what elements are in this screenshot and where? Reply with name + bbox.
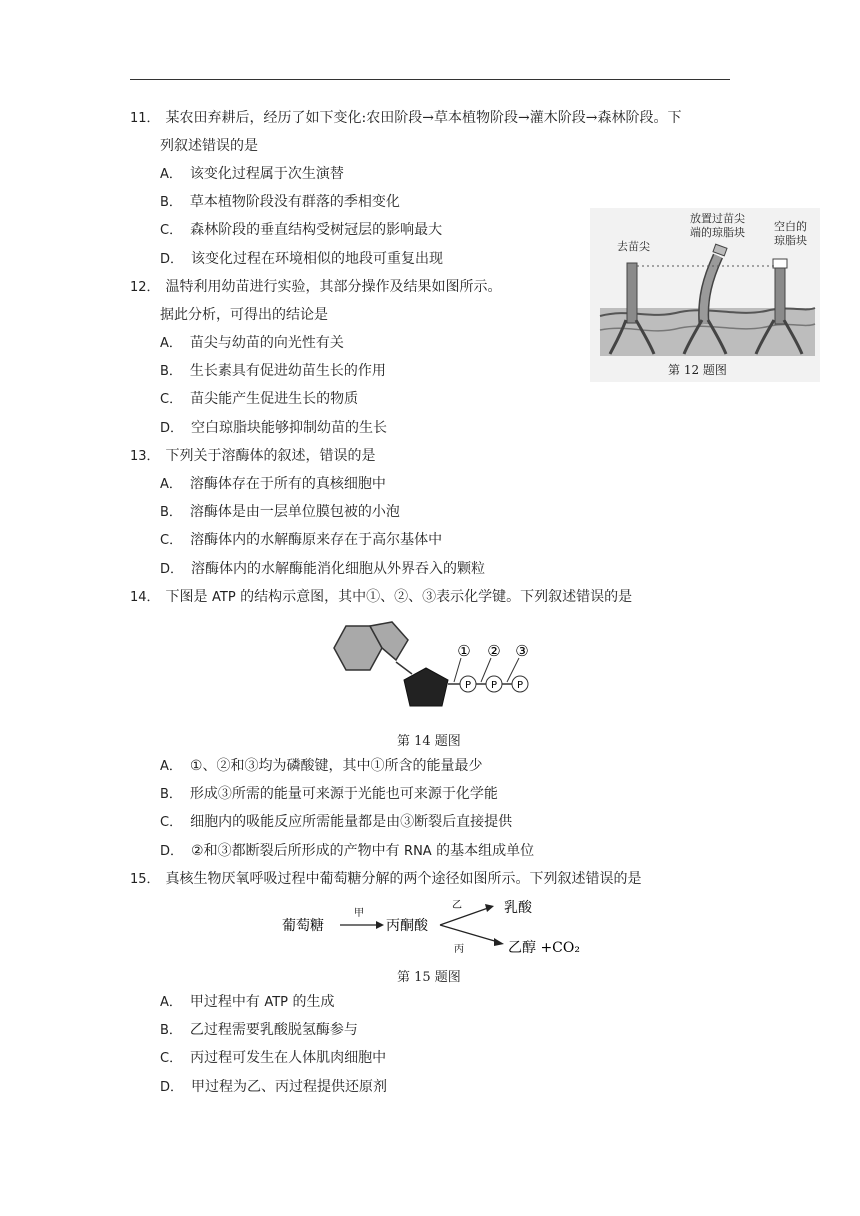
question-number: 12． <box>130 280 160 295</box>
question-text: 真核生物厌氧呼吸过程中葡萄糖分解的两个途径如图所示。下列叙述错误的是 <box>165 871 642 887</box>
label-tip-agar-2: 端的琼脂块 <box>690 226 745 239</box>
question-number: 13． <box>130 449 160 464</box>
q12-option-c[interactable]: C． 苗尖能产生促进生长的物质 <box>160 391 359 407</box>
label-decapitated: 去苗尖 <box>617 240 650 253</box>
q14-option-b[interactable]: B． 形成③所需的能量可来源于光能也可来源于化学能 <box>160 786 498 802</box>
pyruvate-label: 丙酮酸 <box>386 918 428 934</box>
step-jia-label: 甲 <box>354 908 364 919</box>
svg-text:P: P <box>464 680 472 691</box>
q13-option-a[interactable]: A． 溶酶体存在于所有的真核细胞中 <box>160 476 386 492</box>
step-yi-label: 乙 <box>452 900 462 911</box>
bond-label-2: ② <box>487 642 501 660</box>
q13-option-c[interactable]: C． 溶酶体内的水解酶原来存在于高尔基体中 <box>160 532 443 548</box>
q15-figure-pathway <box>280 892 590 958</box>
q15-figure-caption: 第 15 题图 <box>397 970 461 985</box>
q13-option-d[interactable]: D． 溶酶体内的水解酶能消化细胞从外界吞入的颗粒 <box>160 561 486 577</box>
q15-option-d[interactable]: D． 甲过程为乙、丙过程提供还原剂 <box>160 1079 388 1095</box>
figure-caption: 第 12 题图 <box>668 363 727 377</box>
q14-option-a[interactable]: A． ①、②和③均为磷酸键，其中①所含的能量最少 <box>160 758 483 774</box>
q14-option-d[interactable]: D． ②和③都断裂后所形成的产物中有 RNA 的基本组成单位 <box>160 843 535 859</box>
q12-option-a[interactable]: A． 苗尖与幼苗的向光性有关 <box>160 335 344 351</box>
q11-option-a[interactable]: A． 该变化过程属于次生演替 <box>160 166 344 182</box>
question-text: 下列关于溶酶体的叙述，错误的是 <box>165 448 376 464</box>
svg-text:P: P <box>490 680 498 691</box>
label-tip-agar-1: 放置过苗尖 <box>690 212 745 225</box>
q13-option-b[interactable]: B． 溶酶体是由一层单位膜包被的小泡 <box>160 504 400 520</box>
q11-option-d[interactable]: D． 该变化过程在环境相似的地段可重复出现 <box>160 251 444 267</box>
question-12-stem-cont: 据此分析，可得出的结论是 <box>160 307 328 323</box>
q15-option-a[interactable]: A． 甲过程中有 ATP 的生成 <box>160 994 335 1010</box>
question-text: 某农田弃耕后，经历了如下变化:农田阶段→草本植物阶段→灌木阶段→森林阶段。下 <box>165 110 682 126</box>
question-text: 温特利用幼苗进行实验，其部分操作及结果如图所示。 <box>165 279 502 295</box>
q12-option-d[interactable]: D． 空白琼脂块能够抑制幼苗的生长 <box>160 420 388 436</box>
ethanol-co2-label: 乙醇 +CO₂ <box>508 940 580 956</box>
q12-option-b[interactable]: B． 生长素具有促进幼苗生长的作用 <box>160 363 386 379</box>
svg-text:P: P <box>516 680 524 691</box>
q15-option-b[interactable]: B． 乙过程需要乳酸脱氢酶参与 <box>160 1022 358 1038</box>
lactate-label: 乳酸 <box>504 900 532 916</box>
label-blank-agar-2: 琼脂块 <box>774 234 807 247</box>
header-rule <box>130 79 730 80</box>
question-number: 15． <box>130 872 160 887</box>
question-13-stem <box>130 446 376 467</box>
q14-figure-atp <box>318 618 540 718</box>
q15-option-c[interactable]: C． 丙过程可发生在人体肌肉细胞中 <box>160 1050 387 1066</box>
q11-option-c[interactable]: C． 森林阶段的垂直结构受树冠层的影响最大 <box>160 222 443 238</box>
q12-figure-seedlings <box>590 208 820 382</box>
question-14-stem: 14． 下图是 ATP 的结构示意图，其中①、②、③表示化学键。下列叙述错误的是 <box>130 589 633 605</box>
question-15-stem <box>130 869 642 890</box>
q11-option-b[interactable]: B． 草本植物阶段没有群落的季相变化 <box>160 194 400 210</box>
question-number: 14． <box>130 590 160 605</box>
label-blank-agar-1: 空白的 <box>774 220 807 233</box>
glucose-label: 葡萄糖 <box>282 918 324 934</box>
q14-option-c[interactable]: C． 细胞内的吸能反应所需能量都是由③断裂后直接提供 <box>160 814 513 830</box>
step-bing-label: 丙 <box>454 944 464 955</box>
question-12-stem <box>130 277 502 298</box>
bond-label-1: ① <box>457 642 471 660</box>
question-11-stem-cont: 列叙述错误的是 <box>160 138 258 154</box>
question-11-stem <box>130 108 681 129</box>
q14-figure-caption: 第 14 题图 <box>397 734 461 749</box>
question-number: 11． <box>130 111 160 126</box>
bond-label-3: ③ <box>515 642 529 660</box>
